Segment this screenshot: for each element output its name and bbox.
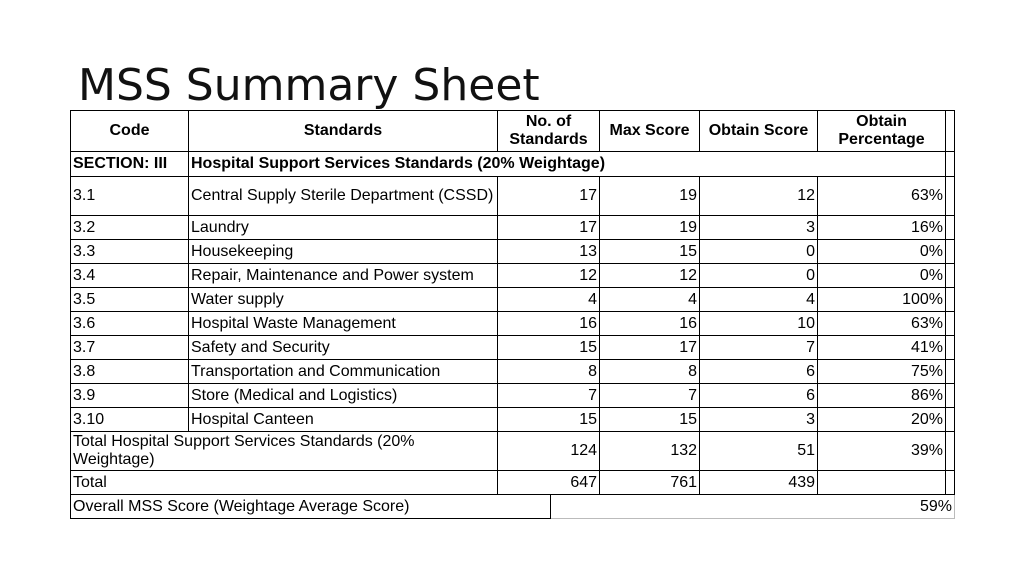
row-obtain-percentage: 16%	[818, 216, 946, 240]
table-row	[71, 177, 955, 216]
table-row	[71, 240, 955, 264]
row-max-score: 17	[600, 336, 700, 360]
row-no-of-standards: 7	[498, 384, 600, 408]
row-max-score: 7	[600, 384, 700, 408]
section-name: Hospital Support Services Standards (20% Weightage)	[189, 152, 946, 177]
page-title: MSS Summary Sheet	[78, 60, 540, 111]
row-obtain-percentage: 63%	[818, 312, 946, 336]
row-obtain-percentage: 0%	[818, 264, 946, 288]
row-max-score: 15	[600, 408, 700, 432]
edge-cell	[946, 408, 955, 432]
row-obtain-score: 6	[700, 360, 818, 384]
row-standard: Housekeeping	[189, 240, 498, 264]
table-row	[71, 408, 955, 432]
row-code: 3.6	[71, 312, 189, 336]
section-total-obtain-score: 51	[700, 432, 818, 471]
row-code: 3.8	[71, 360, 189, 384]
row-code: 3.5	[71, 288, 189, 312]
edge-cell	[946, 264, 955, 288]
row-obtain-percentage: 63%	[818, 177, 946, 216]
row-obtain-score: 3	[700, 216, 818, 240]
row-code: 3.3	[71, 240, 189, 264]
row-standard: Hospital Waste Management	[189, 312, 498, 336]
table-row	[71, 216, 955, 240]
row-max-score: 8	[600, 360, 700, 384]
row-obtain-percentage: 20%	[818, 408, 946, 432]
row-obtain-percentage: 75%	[818, 360, 946, 384]
row-obtain-percentage: 100%	[818, 288, 946, 312]
row-max-score: 19	[600, 216, 700, 240]
edge-cell	[946, 312, 955, 336]
overall-score-value: 59%	[551, 495, 955, 519]
row-code: 3.9	[71, 384, 189, 408]
row-no-of-standards: 4	[498, 288, 600, 312]
edge-cell	[946, 177, 955, 216]
edge-cell	[946, 288, 955, 312]
overall-score-label: Overall MSS Score (Weightage Average Score)	[71, 495, 551, 519]
table-row	[71, 360, 955, 384]
header-no-of-standards: No. of Standards	[498, 111, 600, 152]
header-max-score: Max Score	[600, 111, 700, 152]
grand-total-no-of-standards: 647	[498, 471, 600, 495]
section-total-row	[71, 432, 955, 471]
header-code: Code	[71, 111, 189, 152]
table-row	[71, 264, 955, 288]
row-standard: Water supply	[189, 288, 498, 312]
edge-cell	[946, 471, 955, 495]
row-code: 3.2	[71, 216, 189, 240]
row-no-of-standards: 15	[498, 408, 600, 432]
edge-cell	[946, 432, 955, 471]
row-obtain-score: 10	[700, 312, 818, 336]
section-total-obtain-percentage: 39%	[818, 432, 946, 471]
section-code: SECTION: III	[71, 152, 189, 177]
row-max-score: 16	[600, 312, 700, 336]
header-obtain-score: Obtain Score	[700, 111, 818, 152]
mss-summary-table	[70, 110, 955, 519]
row-standard: Repair, Maintenance and Power system	[189, 264, 498, 288]
row-obtain-score: 0	[700, 264, 818, 288]
row-obtain-score: 4	[700, 288, 818, 312]
row-no-of-standards: 15	[498, 336, 600, 360]
overall-score-row	[71, 495, 955, 519]
section-total-max-score: 132	[600, 432, 700, 471]
row-obtain-percentage: 0%	[818, 240, 946, 264]
row-obtain-score: 7	[700, 336, 818, 360]
row-code: 3.4	[71, 264, 189, 288]
edge-cell	[946, 360, 955, 384]
row-obtain-score: 6	[700, 384, 818, 408]
row-standard: Laundry	[189, 216, 498, 240]
row-max-score: 12	[600, 264, 700, 288]
row-no-of-standards: 12	[498, 264, 600, 288]
header-row	[71, 111, 955, 152]
row-no-of-standards: 17	[498, 216, 600, 240]
row-standard: Transportation and Communication	[189, 360, 498, 384]
row-max-score: 15	[600, 240, 700, 264]
row-standard: Central Supply Sterile Department (CSSD)	[189, 177, 498, 216]
section-total-no-of-standards: 124	[498, 432, 600, 471]
row-no-of-standards: 8	[498, 360, 600, 384]
grand-total-max-score: 761	[600, 471, 700, 495]
table-row	[71, 312, 955, 336]
grand-total-obtain-score: 439	[700, 471, 818, 495]
edge-cell	[946, 240, 955, 264]
edge-cell	[946, 216, 955, 240]
row-obtain-percentage: 86%	[818, 384, 946, 408]
row-obtain-score: 3	[700, 408, 818, 432]
edge-cell	[946, 384, 955, 408]
row-max-score: 19	[600, 177, 700, 216]
header-obtain-percentage: Obtain Percentage	[818, 111, 946, 152]
row-obtain-percentage: 41%	[818, 336, 946, 360]
edge-cell	[946, 111, 955, 152]
grand-total-label: Total	[71, 471, 498, 495]
row-no-of-standards: 13	[498, 240, 600, 264]
grand-total-empty-cell	[818, 471, 946, 495]
grand-total-row	[71, 471, 955, 495]
row-code: 3.7	[71, 336, 189, 360]
row-no-of-standards: 16	[498, 312, 600, 336]
row-max-score: 4	[600, 288, 700, 312]
row-code: 3.10	[71, 408, 189, 432]
header-standards: Standards	[189, 111, 498, 152]
section-total-label: Total Hospital Support Services Standards (20% Weightage)	[71, 432, 498, 471]
row-standard: Safety and Security	[189, 336, 498, 360]
table-row	[71, 384, 955, 408]
table-row	[71, 336, 955, 360]
section-row	[71, 152, 955, 177]
row-standard: Store (Medical and Logistics)	[189, 384, 498, 408]
row-standard: Hospital Canteen	[189, 408, 498, 432]
row-code: 3.1	[71, 177, 189, 216]
edge-cell	[946, 152, 955, 177]
row-no-of-standards: 17	[498, 177, 600, 216]
table-row	[71, 288, 955, 312]
row-obtain-score: 0	[700, 240, 818, 264]
row-obtain-score: 12	[700, 177, 818, 216]
edge-cell	[946, 336, 955, 360]
